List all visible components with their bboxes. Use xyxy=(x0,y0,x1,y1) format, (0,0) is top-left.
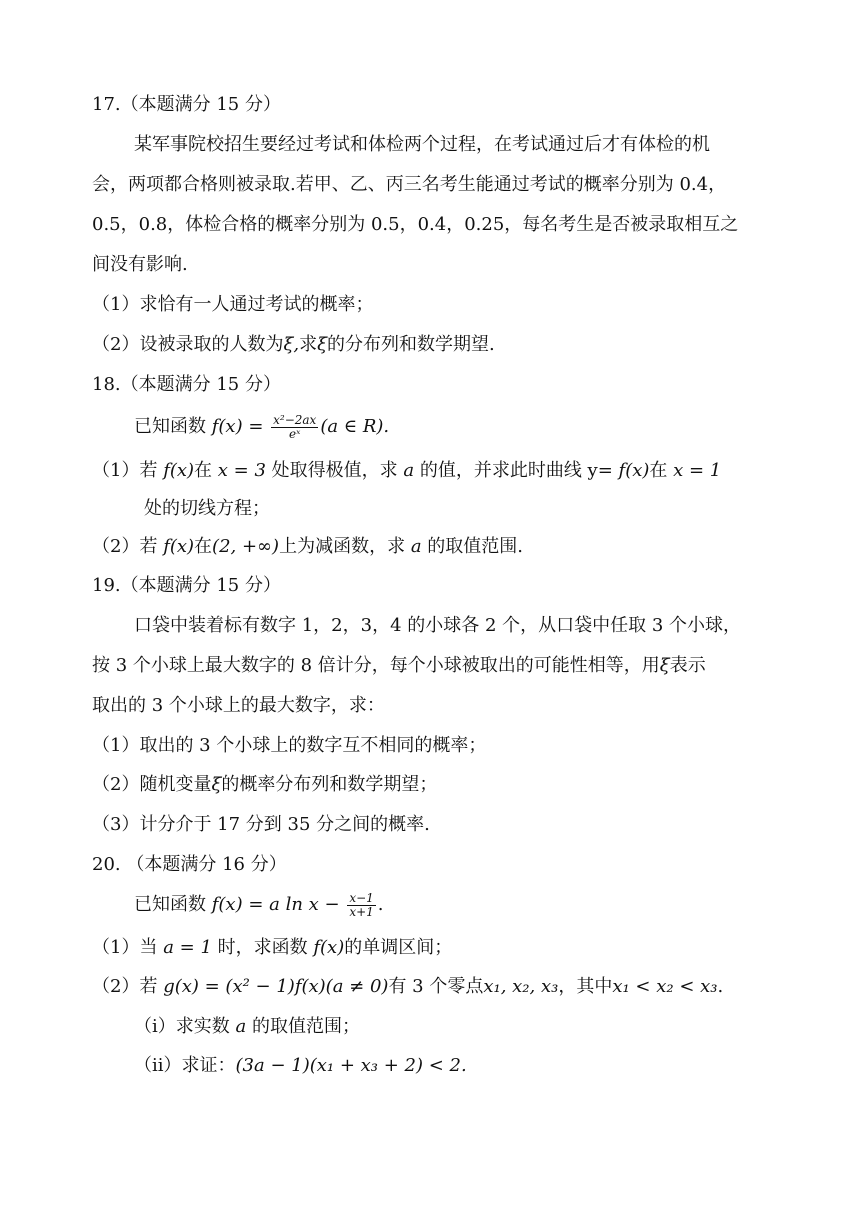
problem-20-given xyxy=(134,890,384,920)
problem-20-header: 20. （本题满分 16 分） xyxy=(92,854,287,875)
xi-symbol: ξ, xyxy=(283,334,300,355)
period: . xyxy=(377,894,384,915)
function-f: f(x) = a ln x − xyxy=(211,894,346,915)
fraction-denominator: x+1 xyxy=(349,904,374,919)
q1-text: （1）若 xyxy=(92,460,164,481)
text: 表示 xyxy=(669,655,706,676)
xi-symbol: ξ xyxy=(317,334,328,355)
text: （1）当 xyxy=(92,937,164,958)
text: ，其中 xyxy=(558,976,613,997)
text: （ⅰ）求实数 xyxy=(134,1016,236,1037)
problem-17-question-2 xyxy=(92,333,495,357)
math-zeros: x₁, x₂, x₃ xyxy=(483,976,559,997)
problem-17-text-line-1: 某军事院校招生要经过考试和体检两个过程，在考试通过后才有体检的机 xyxy=(134,134,710,155)
fraction xyxy=(347,892,375,919)
math-interval: (2, +∞) xyxy=(212,536,280,557)
math-a1: a = 1 xyxy=(163,937,212,958)
function-f: f(x) = xyxy=(211,416,270,437)
problem-18-question-1-cont: 处的切线方程； xyxy=(144,498,270,519)
text: （2）若 xyxy=(92,976,164,997)
math-a: a xyxy=(235,1016,247,1037)
q1-text: 在 xyxy=(194,460,218,481)
problem-17-text-line-4: 间没有影响. xyxy=(92,254,188,275)
problem-17-text-line-2: 会，两项都合格则被录取.若甲、乙、丙三名考生能通过考试的概率分别为 0.4， xyxy=(92,174,727,195)
math-inequality: (3a − 1)(x₁ + x₃ + 2) < 2. xyxy=(235,1055,467,1076)
math-x1: x = 1 xyxy=(673,460,722,481)
math-order: x₁ < x₂ < x₃ xyxy=(612,976,718,997)
period: . xyxy=(717,976,724,997)
q1-text: 的值，并求此时曲线 y= xyxy=(414,460,619,481)
math-gx: g(x) = (x² − 1)f(x)(a ≠ 0) xyxy=(163,976,389,997)
q2-text-c: 求 xyxy=(299,334,318,355)
problem-17-text-line-3: 0.5，0.8，体检合格的概率分别为 0.5，0.4，0.25，每名考生是否被录取相互之 xyxy=(92,214,739,235)
text: 的概率分布列和数学期望； xyxy=(221,774,438,795)
xi-symbol: ξ xyxy=(659,655,670,676)
problem-19-text-line-3: 取出的 3 个小球上的最大数字，求： xyxy=(92,695,385,716)
problem-20-sub-question-1 xyxy=(134,1015,360,1039)
math-fx: f(x) xyxy=(618,460,650,481)
problem-20-question-1 xyxy=(92,936,452,960)
problem-18-header: 18.（本题满分 15 分） xyxy=(92,374,281,395)
problem-19-question-3: （3）计分介于 17 分到 35 分之间的概率. xyxy=(92,814,430,835)
text: 时，求函数 xyxy=(211,937,314,958)
math-x3: x = 3 xyxy=(217,460,266,481)
given-text: 已知函数 xyxy=(134,894,212,915)
text: 有 3 个零点 xyxy=(388,976,484,997)
math-fx: f(x) xyxy=(313,937,345,958)
text: （2）随机变量 xyxy=(92,774,212,795)
problem-18-question-2 xyxy=(92,535,523,559)
text: 的取值范围； xyxy=(246,1016,360,1037)
given-text: 已知函数 xyxy=(134,416,212,437)
math-a: a xyxy=(403,460,415,481)
problem-17-header: 17.（本题满分 15 分） xyxy=(92,94,281,115)
math-fx: f(x) xyxy=(163,460,195,481)
q2-text: 的取值范围. xyxy=(421,536,523,557)
q2-text: 在 xyxy=(194,536,213,557)
math-fx: f(x) xyxy=(163,536,195,557)
domain-condition: (a ∈ R). xyxy=(320,416,390,437)
text: 按 3 个小球上最大数字的 8 倍计分，每个小球被取出的可能性相等，用 xyxy=(92,655,660,676)
text: （ⅱ）求证： xyxy=(134,1055,236,1076)
q1-text: 处取得极值，求 xyxy=(265,460,404,481)
problem-19-question-1: （1）取出的 3 个小球上的数字互不相同的概率； xyxy=(92,735,487,756)
xi-symbol: ξ xyxy=(211,774,222,795)
fraction-denominator: eˣ xyxy=(289,426,301,441)
q2-text-a: （2）设被录取的人数为 xyxy=(92,334,284,355)
fraction xyxy=(271,414,318,441)
problem-19-text-line-1: 口袋中装着标有数字 1，2，3，4 的小球各 2 个，从口袋中任取 3 个小球， xyxy=(134,615,742,636)
problem-20-question-2 xyxy=(92,975,723,999)
q2-text: 上为减函数，求 xyxy=(279,536,411,557)
math-a: a xyxy=(410,536,422,557)
text: 的单调区间； xyxy=(344,937,453,958)
q2-text-e: 的分布列和数学期望. xyxy=(327,334,495,355)
problem-20-sub-question-2 xyxy=(134,1054,467,1078)
q2-text: （2）若 xyxy=(92,536,164,557)
problem-18-question-1 xyxy=(92,459,721,483)
fraction-numerator: x²−2ax xyxy=(273,412,317,427)
problem-18-given xyxy=(134,413,389,441)
q1-text: 在 xyxy=(649,460,674,481)
problem-19-header: 19.（本题满分 15 分） xyxy=(92,575,281,596)
problem-19-question-2 xyxy=(92,773,437,797)
problem-19-text-line-2 xyxy=(92,654,706,678)
fraction-numerator: x−1 xyxy=(349,890,374,905)
problem-17-question-1: （1）求恰有一人通过考试的概率； xyxy=(92,294,374,315)
